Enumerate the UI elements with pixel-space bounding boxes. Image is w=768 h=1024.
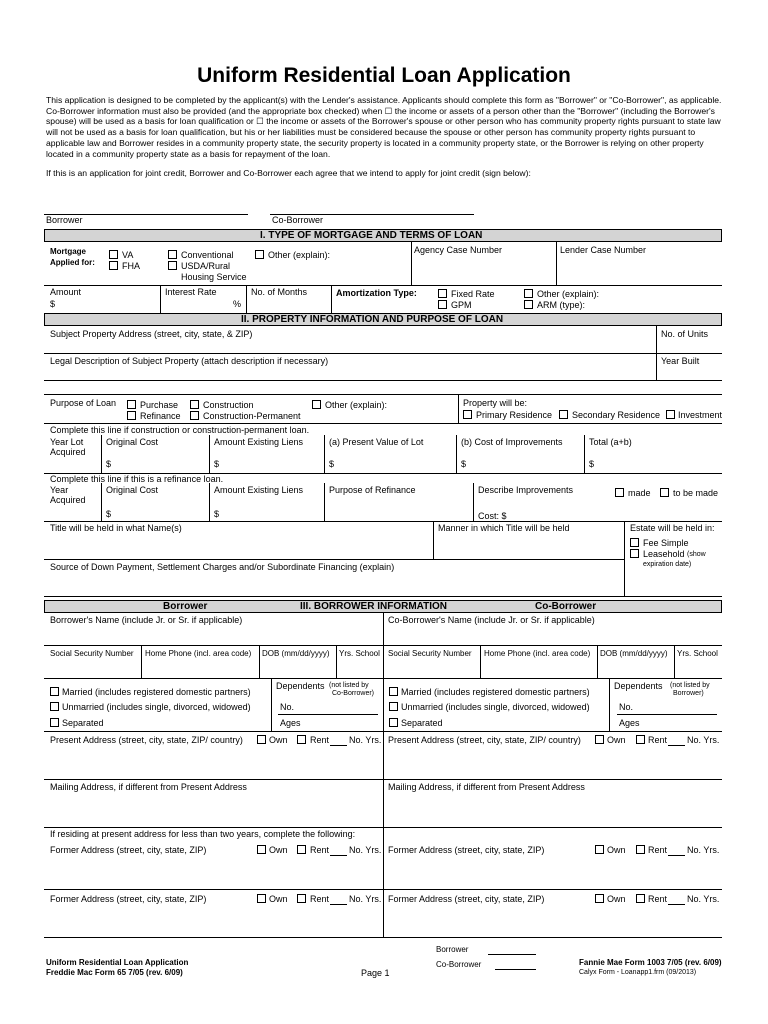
borrower-unmarried-label: Unmarried (includes single, divorced, widowed) (62, 702, 251, 712)
divider (271, 678, 272, 731)
coborrower-married-label: Married (includes registered domestic partners) (401, 687, 590, 697)
footer-borrower-initials-label: Borrower (436, 945, 469, 954)
purpose-label: Purpose of Loan (50, 398, 117, 408)
construction-perm-label: Construction-Permanent (203, 411, 301, 421)
divider (480, 645, 481, 678)
borrower-present-rent-checkbox[interactable] (297, 735, 306, 744)
divider (160, 285, 161, 313)
divider (324, 435, 325, 473)
page-title: Uniform Residential Loan Application (197, 64, 571, 87)
coborrower-separated-checkbox[interactable] (389, 718, 398, 727)
fixed-rate-checkbox[interactable] (438, 289, 447, 298)
cost-improvements-label: (b) Cost of Improvements (461, 437, 563, 447)
coborrower-former-own-checkbox[interactable] (595, 845, 604, 854)
original-cost-dollar: $ (106, 459, 112, 469)
divider (44, 285, 722, 286)
intro-text (46, 95, 726, 188)
section-2-title: II. PROPERTY INFORMATION AND PURPOSE OF LOAN (241, 314, 504, 325)
divider (101, 483, 102, 521)
borrower-signature-label: Borrower (46, 215, 83, 225)
amount-liens-label: Amount Existing Liens (214, 437, 304, 447)
borrower-present-rent-label: Rent (310, 735, 330, 745)
coborrower-former-own-label: Own (607, 845, 626, 855)
borrower-mailing-address-label: Mailing Address, if different from Present Address (50, 782, 247, 792)
divider (668, 855, 685, 856)
coborrower-yrs-school-label: Yrs. School (677, 649, 718, 658)
coborrower-former-rent-checkbox[interactable] (636, 845, 645, 854)
divider (458, 394, 459, 423)
footer-form-name: Uniform Residential Loan Application (46, 958, 189, 967)
construction-perm-checkbox[interactable] (190, 411, 199, 420)
gpm-label: GPM (451, 300, 472, 310)
borrower-former-2-rent-label: Rent (310, 894, 330, 904)
borrower-not-listed-label-2: Co-Borrower) (332, 690, 375, 697)
leasehold-label: Leasehold (643, 549, 685, 559)
refinance-checkbox[interactable] (127, 411, 136, 420)
refinance-label: Refinance (140, 411, 181, 421)
purpose-other-label: Other (explain): (325, 400, 388, 410)
cost-improvements-dollar: $ (461, 459, 467, 469)
divider (44, 678, 722, 679)
divider (209, 435, 210, 473)
primary-residence-checkbox[interactable] (463, 410, 472, 419)
coborrower-present-rent-checkbox[interactable] (636, 735, 645, 744)
coborrower-mailing-address-label: Mailing Address, if different from Present Address (388, 782, 585, 792)
agency-case-label: Agency Case Number (414, 245, 503, 255)
conventional-checkbox[interactable] (168, 250, 177, 259)
fha-label: FHA (122, 261, 140, 271)
divider (278, 714, 378, 715)
divider (411, 242, 412, 285)
borrower-present-noyrs-label: No. Yrs. (349, 735, 382, 745)
year-acquired-label: Acquired (50, 495, 86, 505)
months-label: No. of Months (251, 287, 308, 297)
mortgage-other-label: Other (explain): (268, 250, 331, 260)
lender-case-label: Lender Case Number (560, 245, 647, 255)
borrower-married-checkbox[interactable] (50, 687, 59, 696)
fee-simple-checkbox[interactable] (630, 538, 639, 547)
coborrower-former-rent-label: Rent (648, 845, 668, 855)
coborrower-unmarried-checkbox[interactable] (389, 702, 398, 711)
coborrower-ssn-label: Social Security Number (388, 649, 472, 658)
borrower-former-address-2-label: Former Address (street, city, state, ZIP) (50, 894, 207, 904)
purchase-checkbox[interactable] (127, 400, 136, 409)
coborrower-former-noyrs-label: No. Yrs. (687, 845, 720, 855)
footer-freddie-mac: Freddie Mac Form 65 7/05 (rev. 6/09) (46, 968, 183, 977)
year-built-label: Year Built (661, 356, 700, 366)
borrower-separated-checkbox[interactable] (50, 718, 59, 727)
refi-amount-liens-label: Amount Existing Liens (214, 485, 304, 495)
borrower-home-phone-label: Home Phone (incl. area code) (145, 649, 252, 658)
present-value-dollar: $ (329, 459, 335, 469)
coborrower-former-2-rent-checkbox[interactable] (636, 894, 645, 903)
borrower-former-2-own-label: Own (269, 894, 288, 904)
divider (44, 779, 722, 780)
divider (44, 596, 722, 597)
total-dollar: $ (589, 459, 595, 469)
borrower-former-2-noyrs-label: No. Yrs. (349, 894, 382, 904)
divider (44, 937, 722, 938)
usda-label: USDA/Rural (181, 261, 231, 271)
coborrower-home-phone-label: Home Phone (incl. area code) (484, 649, 591, 658)
amort-other-checkbox[interactable] (524, 289, 533, 298)
interest-percent: % (233, 299, 242, 309)
refi-cost-label: Cost: $ (478, 511, 507, 521)
divider (44, 423, 722, 424)
usda-checkbox[interactable] (168, 261, 177, 270)
footer-fannie-mae: Fannie Mae Form 1003 7/05 (rev. 6/09) (579, 958, 722, 967)
num-units-label: No. of Units (661, 329, 709, 339)
borrower-yrs-school-label: Yrs. School (339, 649, 380, 658)
total-label: Total (a+b) (589, 437, 632, 447)
borrower-name-label: Borrower's Name (include Jr. or Sr. if applicable) (50, 615, 243, 625)
manner-title-label: Manner in which Title will be held (438, 523, 570, 533)
footer-borrower-initials-line[interactable] (488, 954, 536, 955)
footer-coborrower-initials-label: Co-Borrower (436, 960, 482, 969)
divider (44, 394, 722, 395)
amount-dollar: $ (50, 299, 56, 309)
coborrower-not-listed-label: (not listed by (670, 682, 710, 689)
coborrower-name-label: Co-Borrower's Name (include Jr. or Sr. if applicable) (388, 615, 595, 625)
divider (330, 904, 347, 905)
coborrower-former-address-2-label: Former Address (street, city, state, ZIP) (388, 894, 545, 904)
coborrower-former-2-own-checkbox[interactable] (595, 894, 604, 903)
coborrower-present-own-checkbox[interactable] (595, 735, 604, 744)
divider (584, 435, 585, 473)
borrower-former-rent-label: Rent (310, 845, 330, 855)
mortgage-other-checkbox[interactable] (255, 250, 264, 259)
section-3-title: III. BORROWER INFORMATION (300, 601, 448, 612)
divider (609, 678, 610, 731)
coborrower-present-noyrs-label: No. Yrs. (687, 735, 720, 745)
divider (44, 559, 624, 560)
divider (44, 521, 722, 522)
leasehold-checkbox[interactable] (630, 549, 639, 558)
divider (456, 435, 457, 473)
coborrower-separated-label: Separated (401, 718, 443, 728)
section-3-header (44, 600, 722, 613)
divider (44, 827, 722, 828)
coborrower-ages-label: Ages (619, 718, 640, 728)
section-2-header (44, 313, 722, 326)
divider (330, 745, 347, 746)
subject-address-label: Subject Property Address (street, city, state, & ZIP) (50, 329, 253, 339)
divider (674, 645, 675, 678)
va-checkbox[interactable] (109, 250, 118, 259)
refinance-line-label: Complete this line if this is a refinance loan. (50, 474, 224, 484)
page-number: Page 1 (361, 968, 390, 978)
divider (556, 242, 557, 285)
borrower-former-2-own-checkbox[interactable] (257, 894, 266, 903)
footer-coborrower-initials-line[interactable] (495, 969, 536, 970)
two-years-label: If residing at present address for less than two years, complete the following: (50, 829, 356, 839)
borrower-former-own-checkbox[interactable] (257, 845, 266, 854)
borrower-former-rent-checkbox[interactable] (297, 845, 306, 854)
borrower-ages-label: Ages (280, 718, 301, 728)
mortgage-label: Mortgage (50, 247, 86, 256)
coborrower-not-listed-label-2: Borrower) (673, 690, 704, 697)
divider (336, 645, 337, 678)
borrower-present-own-checkbox[interactable] (257, 735, 266, 744)
refi-original-cost-label: Original Cost (106, 485, 159, 495)
section-1-title: I. TYPE OF MORTGAGE AND TERMS OF LOAN (260, 230, 483, 241)
purchase-label: Purchase (140, 400, 179, 410)
borrower-unmarried-checkbox[interactable] (50, 702, 59, 711)
divider (44, 380, 722, 381)
coborrower-dependents-no-label: No. (619, 702, 634, 712)
title-names-label: Title will be held in what Name(s) (50, 523, 182, 533)
gpm-checkbox[interactable] (438, 300, 447, 309)
borrower-former-noyrs-label: No. Yrs. (349, 845, 382, 855)
amort-other-label: Other (explain): (537, 289, 600, 299)
borrower-column-heading: Borrower (163, 601, 208, 612)
divider (624, 521, 625, 596)
coborrower-present-rent-label: Rent (648, 735, 668, 745)
divider (617, 714, 717, 715)
borrower-dob-label: DOB (mm/dd/yyyy) (262, 649, 330, 658)
purpose-refinance-label: Purpose of Refinance (329, 485, 416, 495)
refi-amount-liens-dollar: $ (214, 509, 220, 519)
construction-checkbox[interactable] (190, 400, 199, 409)
va-label: VA (122, 250, 134, 260)
divider (330, 855, 347, 856)
original-cost-label: Original Cost (106, 437, 159, 447)
construction-label: Construction (203, 400, 254, 410)
coborrower-former-address-label: Former Address (street, city, state, ZIP) (388, 845, 545, 855)
divider (324, 483, 325, 521)
amount-liens-dollar: $ (214, 459, 220, 469)
coborrower-column-heading: Co-Borrower (535, 601, 597, 612)
estate-held-label: Estate will be held in: (630, 523, 715, 533)
arm-label: ARM (type): (537, 300, 586, 310)
divider (44, 731, 722, 732)
made-label: made (628, 488, 651, 498)
year-lot-label: Year Lot (50, 437, 84, 447)
borrower-dependents-label: Dependents (276, 681, 325, 691)
refi-original-cost-dollar: $ (106, 509, 112, 519)
year-lot-acquired-label: Acquired (50, 447, 86, 457)
intro-paragraph: This application is designed to be completed by the applicant(s) with the Lender's assistance. Applicants should complete this form as "Borrower" or "Co-Borrower", as applicable. Co-Borrower information must also be provided (and the appropriate box checked) when ☐ the income or assets of a person other than the "Borrower" (including the Borrower's spouse) will be used as a basis for loan qualification or ☐ the income or assets of the Borrower's spouse or other person who has community property rights pursuant to state law will not be used as a basis for loan qualification, but his or her liabilities must be considered because the spouse or other person has community property rights pursuant to applicable law and Borrower resides in a community property state, the security property is located in a community property state, or the Borrower is relying on other property located in a community property state as a basis for repayment of the loan. (46, 95, 722, 159)
usda-label-2: Housing Service (181, 272, 247, 282)
divider (141, 645, 142, 678)
expiration-date-label: expiration date) (643, 561, 692, 568)
fha-checkbox[interactable] (109, 261, 118, 270)
coborrower-present-address-label: Present Address (street, city, state, ZIP/ country) (388, 735, 581, 745)
present-value-label: (a) Present Value of Lot (329, 437, 424, 447)
property-will-be-label: Property will be: (463, 398, 528, 408)
applied-for-label: Applied for: (50, 258, 95, 267)
fee-simple-label: Fee Simple (643, 538, 689, 548)
borrower-former-own-label: Own (269, 845, 288, 855)
secondary-residence-label: Secondary Residence (572, 410, 661, 420)
borrower-former-2-rent-checkbox[interactable] (297, 894, 306, 903)
divider (473, 483, 474, 521)
show-expiration-label: (show (687, 551, 706, 558)
borrower-separated-label: Separated (62, 718, 104, 728)
to-be-made-checkbox[interactable] (660, 488, 669, 497)
divider (44, 645, 722, 646)
purpose-other-checkbox[interactable] (312, 400, 321, 409)
year-label: Year (50, 485, 69, 495)
coborrower-signature-label: Co-Borrower (272, 215, 324, 225)
coborrower-former-2-rent-label: Rent (648, 894, 668, 904)
divider (101, 435, 102, 473)
divider (259, 645, 260, 678)
legal-desc-label: Legal Description of Subject Property (attach description if necessary) (50, 356, 329, 366)
borrower-dependents-no-label: No. (280, 702, 295, 712)
conventional-label: Conventional (181, 250, 234, 260)
describe-improvements-label: Describe Improvements (478, 485, 574, 495)
interest-rate-label: Interest Rate (165, 287, 217, 297)
divider (331, 285, 332, 313)
joint-credit-text: If this is an application for joint credit, Borrower and Co-Borrower each agree that we intend to apply for joint credit (sign below): (46, 168, 531, 179)
made-checkbox[interactable] (615, 488, 624, 497)
investment-label: Investment (678, 410, 723, 420)
divider (597, 645, 598, 678)
borrower-married-label: Married (includes registered domestic partners) (62, 687, 251, 697)
borrower-present-own-label: Own (269, 735, 288, 745)
to-be-made-label: to be made (673, 488, 719, 498)
amort-type-label: Amortization Type: (336, 288, 417, 298)
coborrower-dependents-label: Dependents (614, 681, 663, 691)
secondary-residence-checkbox[interactable] (559, 410, 568, 419)
investment-checkbox[interactable] (666, 410, 675, 419)
coborrower-married-checkbox[interactable] (389, 687, 398, 696)
divider (433, 521, 434, 559)
borrower-former-address-label: Former Address (street, city, state, ZIP) (50, 845, 207, 855)
divider (246, 285, 247, 313)
arm-checkbox[interactable] (524, 300, 533, 309)
divider (668, 904, 685, 905)
borrower-present-address-label: Present Address (street, city, state, ZIP/ country) (50, 735, 243, 745)
fixed-rate-label: Fixed Rate (451, 289, 495, 299)
borrower-not-listed-label: (not listed by (329, 682, 369, 689)
coborrower-unmarried-label: Unmarried (includes single, divorced, widowed) (401, 702, 590, 712)
primary-residence-label: Primary Residence (476, 410, 553, 420)
coborrower-present-own-label: Own (607, 735, 626, 745)
borrower-ssn-label: Social Security Number (50, 649, 134, 658)
footer-calyx: Calyx Form - Loanapp1.frm (09/2013) (579, 969, 697, 976)
coborrower-dob-label: DOB (mm/dd/yyyy) (600, 649, 668, 658)
divider (44, 353, 722, 354)
coborrower-former-2-noyrs-label: No. Yrs. (687, 894, 720, 904)
divider (209, 483, 210, 521)
coborrower-former-2-own-label: Own (607, 894, 626, 904)
section-1-header (44, 229, 722, 242)
divider (44, 889, 722, 890)
divider (668, 745, 685, 746)
source-down-label: Source of Down Payment, Settlement Charges and/or Subordinate Financing (explain) (50, 562, 395, 572)
construction-line-label: Complete this line if construction or construction-permanent loan. (50, 425, 310, 435)
amount-label: Amount (50, 287, 82, 297)
